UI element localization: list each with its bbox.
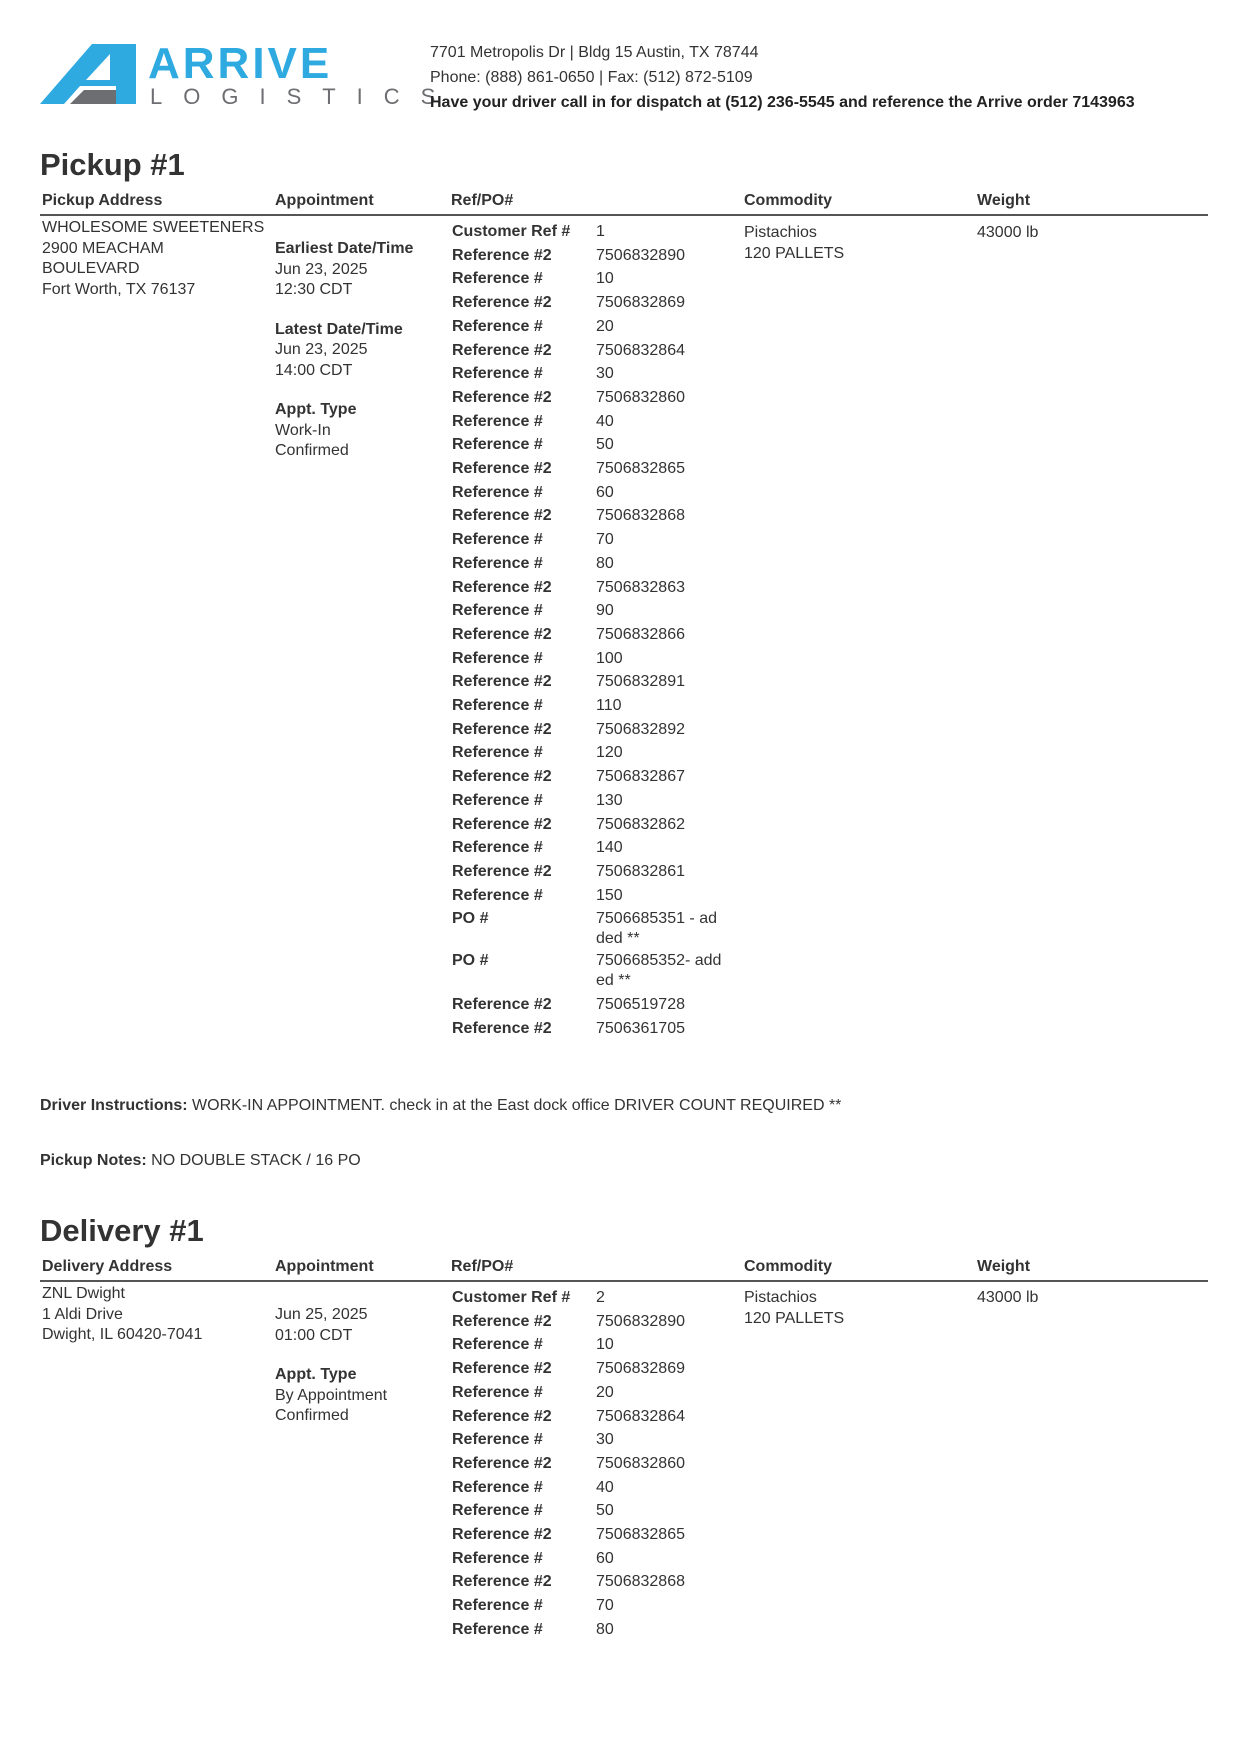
logo-text: ARRIVE bbox=[148, 39, 333, 88]
ref-row bbox=[452, 410, 736, 434]
ref-label: Reference # bbox=[452, 697, 543, 715]
ref-value: 30 bbox=[596, 1431, 614, 1449]
ref-label: Reference #2 bbox=[452, 862, 552, 880]
ref-value: 7506832869 bbox=[596, 294, 685, 312]
delivery-commodity bbox=[744, 1288, 844, 1329]
address-line: 1 Aldi Drive bbox=[42, 1305, 123, 1323]
ref-label: Reference #2 bbox=[452, 578, 552, 596]
ref-row bbox=[452, 1381, 736, 1405]
pickup-ref-list bbox=[452, 220, 736, 1041]
col-appointment: Appointment bbox=[275, 192, 374, 209]
ref-label: Reference #2 bbox=[452, 1360, 552, 1378]
ref-value: 90 bbox=[596, 602, 614, 620]
ref-label: PO # bbox=[452, 952, 489, 970]
delivery-address bbox=[42, 1284, 202, 1346]
ref-row bbox=[452, 1286, 736, 1310]
ref-row bbox=[452, 1594, 736, 1618]
ref-label: Reference # bbox=[452, 886, 543, 904]
ref-label: Customer Ref # bbox=[452, 223, 571, 240]
ref-label: Reference # bbox=[452, 1383, 543, 1401]
ref-label: Reference # bbox=[452, 412, 543, 430]
driver-instructions-text: WORK-IN APPOINTMENT. check in at the East dock office DRIVER COUNT REQUIRED ** bbox=[192, 1097, 842, 1114]
ref-label: Reference # bbox=[452, 1336, 543, 1354]
ref-row bbox=[452, 718, 736, 742]
ref-value: 40 bbox=[596, 412, 614, 430]
ref-label: Reference # bbox=[452, 317, 543, 335]
ref-value: 7506832865 bbox=[596, 460, 685, 478]
ref-value: 30 bbox=[596, 365, 614, 383]
ref-row bbox=[452, 481, 736, 505]
ref-row bbox=[452, 694, 736, 718]
ref-label: Reference #2 bbox=[452, 388, 552, 406]
ref-row bbox=[452, 1523, 736, 1547]
ref-row bbox=[452, 836, 736, 860]
ref-label: Reference #2 bbox=[452, 1407, 552, 1425]
appt-status: Confirmed bbox=[275, 1407, 349, 1424]
pickup-weight: 43000 lb bbox=[977, 224, 1039, 241]
ref-row bbox=[452, 386, 736, 410]
ref-row bbox=[452, 765, 736, 789]
ref-value: 7506832862 bbox=[596, 815, 685, 833]
dispatch-note: Have your driver call in for dispatch at (512) 236-5545 and reference the Arrive order 7143963 bbox=[430, 94, 1135, 111]
ref-row bbox=[452, 433, 736, 457]
ref-row bbox=[452, 1357, 736, 1381]
delivery-ref-list bbox=[452, 1286, 736, 1642]
commodity-count: 120 PALLETS bbox=[744, 244, 845, 262]
col-delivery-address: Delivery Address bbox=[42, 1258, 173, 1275]
col-weight: Weight bbox=[977, 192, 1031, 209]
delivery-date: Jun 25, 2025 bbox=[275, 1306, 368, 1323]
ref-value: 7506832860 bbox=[596, 1454, 685, 1472]
ref-label: Reference #2 bbox=[452, 768, 552, 786]
earliest-label: Earliest Date/Time bbox=[275, 240, 414, 257]
ref-label: Reference # bbox=[452, 744, 543, 762]
address-line: ZNL Dwight bbox=[42, 1285, 125, 1302]
ref-label: Reference # bbox=[452, 649, 543, 667]
delivery-time: 01:00 CDT bbox=[275, 1326, 353, 1344]
ref-label: Reference #2 bbox=[452, 507, 552, 525]
ref-value: 7506832863 bbox=[596, 578, 685, 596]
ref-value: 80 bbox=[596, 1620, 614, 1638]
ref-value: 7506685351 - ad ded ** bbox=[596, 910, 717, 948]
ref-value: 7506832861 bbox=[596, 862, 685, 880]
earliest-time: 12:30 CDT bbox=[275, 281, 353, 298]
col-commodity: Commodity bbox=[744, 1258, 832, 1275]
ref-row bbox=[452, 789, 736, 813]
ref-row bbox=[452, 457, 736, 481]
ref-value: 7506832865 bbox=[596, 1526, 685, 1544]
ref-value: 7506832890 bbox=[596, 1312, 685, 1330]
ref-label: Reference #2 bbox=[452, 1020, 552, 1038]
ref-label: Reference #2 bbox=[452, 673, 552, 691]
ref-row bbox=[452, 1452, 736, 1476]
pickup-address bbox=[42, 218, 264, 300]
ref-row bbox=[452, 220, 736, 244]
ref-label: Reference #2 bbox=[452, 460, 552, 478]
ref-label: Reference # bbox=[452, 436, 543, 454]
latest-label: Latest Date/Time bbox=[275, 320, 403, 338]
col-commodity: Commodity bbox=[744, 192, 832, 209]
ref-label: Reference # bbox=[452, 270, 543, 288]
ref-row bbox=[452, 528, 736, 552]
ref-value: 140 bbox=[596, 839, 623, 857]
ref-row bbox=[452, 1017, 736, 1041]
delivery-title: Delivery #1 bbox=[40, 1213, 204, 1248]
pickup-table-header bbox=[40, 192, 1208, 216]
ref-value: 7506832868 bbox=[596, 507, 685, 525]
company-phone: Phone: (888) 861-0650 | Fax: (512) 872-5109 bbox=[430, 69, 753, 86]
ref-label: Reference #2 bbox=[452, 1312, 552, 1330]
ref-label: Reference # bbox=[452, 839, 543, 857]
ref-label: Reference #2 bbox=[452, 246, 552, 264]
address-line: Dwight, IL 60420-7041 bbox=[42, 1326, 203, 1343]
delivery-table-header bbox=[40, 1258, 1208, 1282]
appt-type-label: Appt. Type bbox=[275, 1366, 357, 1383]
ref-row bbox=[452, 576, 736, 600]
ref-row bbox=[452, 1570, 736, 1594]
ref-row bbox=[452, 552, 736, 576]
col-ref-po: Ref/PO# bbox=[451, 1258, 514, 1275]
ref-value: 20 bbox=[596, 317, 614, 335]
ref-label: Customer Ref # bbox=[452, 1289, 571, 1306]
delivery-weight: 43000 lb bbox=[977, 1289, 1039, 1306]
pickup-notes bbox=[40, 1152, 361, 1170]
ref-value: 50 bbox=[596, 436, 614, 454]
ref-value: 7506832860 bbox=[596, 388, 685, 406]
ref-value: 10 bbox=[596, 1336, 614, 1354]
ref-row bbox=[452, 741, 736, 765]
ref-row bbox=[452, 670, 736, 694]
ref-row bbox=[452, 362, 736, 386]
col-appointment: Appointment bbox=[275, 1258, 374, 1275]
ref-value: 100 bbox=[596, 649, 623, 667]
ref-value: 120 bbox=[596, 744, 623, 762]
ref-value: 7506832868 bbox=[596, 1573, 685, 1591]
ref-row bbox=[452, 1499, 736, 1523]
ref-label: PO # bbox=[452, 910, 489, 928]
ref-row bbox=[452, 244, 736, 268]
ref-value: 7506361705 bbox=[596, 1020, 685, 1038]
ref-row bbox=[452, 339, 736, 363]
appt-type-label: Appt. Type bbox=[275, 401, 357, 418]
col-pickup-address: Pickup Address bbox=[42, 192, 163, 209]
commodity-name: Pistachios bbox=[744, 224, 817, 241]
ref-row bbox=[452, 1476, 736, 1500]
latest-date: Jun 23, 2025 bbox=[275, 341, 368, 358]
ref-value: 60 bbox=[596, 483, 614, 501]
ref-value: 7506832891 bbox=[596, 673, 685, 691]
ref-label: Reference # bbox=[452, 554, 543, 572]
delivery-appointment bbox=[275, 1305, 387, 1427]
pickup-title: Pickup #1 bbox=[40, 147, 185, 182]
commodity-count: 120 PALLETS bbox=[744, 1309, 845, 1327]
ref-label: Reference # bbox=[452, 1478, 543, 1496]
ref-value: 7506832892 bbox=[596, 720, 685, 738]
ref-value: 7506832869 bbox=[596, 1360, 685, 1378]
ref-value: 50 bbox=[596, 1502, 614, 1520]
latest-time: 14:00 CDT bbox=[275, 361, 353, 379]
ref-value: 7506832864 bbox=[596, 1407, 685, 1425]
appt-status: Confirmed bbox=[275, 442, 349, 459]
ref-label: Reference #2 bbox=[452, 1454, 552, 1472]
ref-label: Reference #2 bbox=[452, 294, 552, 312]
pickup-notes-text: NO DOUBLE STACK / 16 PO bbox=[151, 1152, 361, 1169]
pickup-appointment bbox=[275, 239, 413, 462]
ref-label: Reference #2 bbox=[452, 815, 552, 833]
ref-row bbox=[452, 599, 736, 623]
ref-value: 110 bbox=[596, 697, 622, 715]
col-ref-po: Ref/PO# bbox=[451, 192, 514, 209]
address-line: Fort Worth, TX 76137 bbox=[42, 280, 196, 298]
col-weight: Weight bbox=[977, 1258, 1031, 1275]
ref-label: Reference #2 bbox=[452, 341, 552, 359]
ref-value: 7506832864 bbox=[596, 341, 685, 359]
ref-value: 130 bbox=[596, 791, 623, 809]
ref-value: 7506519728 bbox=[596, 996, 685, 1014]
ref-label: Reference # bbox=[452, 791, 543, 809]
ref-label: Reference #2 bbox=[452, 996, 552, 1014]
ref-value: 20 bbox=[596, 1383, 614, 1401]
company-address: 7701 Metropolis Dr | Bldg 15 Austin, TX 78744 bbox=[430, 44, 759, 61]
ref-value: 7506685352- add ed ** bbox=[596, 952, 722, 990]
ref-label: Reference # bbox=[452, 365, 543, 383]
ref-row bbox=[452, 291, 736, 315]
driver-instructions bbox=[40, 1097, 841, 1115]
ref-row bbox=[452, 504, 736, 528]
ref-row bbox=[452, 993, 736, 1017]
ref-row bbox=[452, 647, 736, 671]
ref-row bbox=[452, 1405, 736, 1429]
logo-subtext: LOGISTICS bbox=[150, 84, 457, 109]
ref-label: Reference #2 bbox=[452, 1526, 552, 1544]
ref-value: 7506832866 bbox=[596, 625, 685, 643]
ref-row bbox=[452, 909, 736, 949]
address-line: 2900 MEACHAM bbox=[42, 239, 164, 257]
ref-value: 7506832890 bbox=[596, 246, 685, 264]
ref-label: Reference #2 bbox=[452, 625, 552, 643]
ref-value: 40 bbox=[596, 1478, 614, 1496]
appt-type-value: Work-In bbox=[275, 421, 331, 439]
ref-row bbox=[452, 951, 736, 991]
ref-row bbox=[452, 1428, 736, 1452]
address-line: WHOLESOME SWEETENERS bbox=[42, 219, 265, 236]
ref-value: 1 bbox=[596, 223, 605, 240]
ref-value: 7506832867 bbox=[596, 768, 685, 786]
ref-row bbox=[452, 1618, 736, 1642]
ref-value: 80 bbox=[596, 554, 614, 572]
commodity-name: Pistachios bbox=[744, 1289, 817, 1306]
ref-label: Reference #2 bbox=[452, 1573, 552, 1591]
ref-value: 2 bbox=[596, 1289, 605, 1306]
ref-value: 70 bbox=[596, 1597, 614, 1615]
ref-label: Reference # bbox=[452, 1431, 543, 1449]
earliest-date: Jun 23, 2025 bbox=[275, 260, 368, 278]
ref-row bbox=[452, 267, 736, 291]
ref-row bbox=[452, 1310, 736, 1334]
appt-type-value: By Appointment bbox=[275, 1386, 388, 1404]
ref-label: Reference # bbox=[452, 1549, 543, 1567]
ref-label: Reference # bbox=[452, 1597, 543, 1615]
ref-label: Reference # bbox=[452, 1502, 543, 1520]
ref-value: 60 bbox=[596, 1549, 614, 1567]
ref-row bbox=[452, 315, 736, 339]
ref-row bbox=[452, 860, 736, 884]
ref-label: Reference # bbox=[452, 602, 543, 620]
company-info bbox=[430, 40, 1135, 115]
address-line: BOULEVARD bbox=[42, 260, 140, 277]
pickup-commodity bbox=[744, 223, 844, 264]
ref-row bbox=[452, 884, 736, 908]
ref-row bbox=[452, 1333, 736, 1357]
pickup-notes-label: Pickup Notes: bbox=[40, 1152, 147, 1169]
ref-row bbox=[452, 623, 736, 647]
arrive-logistics-logo bbox=[40, 39, 457, 110]
ref-row bbox=[452, 813, 736, 837]
ref-label: Reference #2 bbox=[452, 720, 552, 738]
ref-row bbox=[452, 1547, 736, 1571]
ref-value: 70 bbox=[596, 531, 614, 549]
ref-value: 150 bbox=[596, 886, 623, 904]
ref-label: Reference # bbox=[452, 531, 543, 549]
ref-value: 10 bbox=[596, 270, 614, 288]
ref-label: Reference # bbox=[452, 1620, 543, 1638]
ref-label: Reference # bbox=[452, 483, 543, 501]
driver-instructions-label: Driver Instructions: bbox=[40, 1097, 188, 1114]
